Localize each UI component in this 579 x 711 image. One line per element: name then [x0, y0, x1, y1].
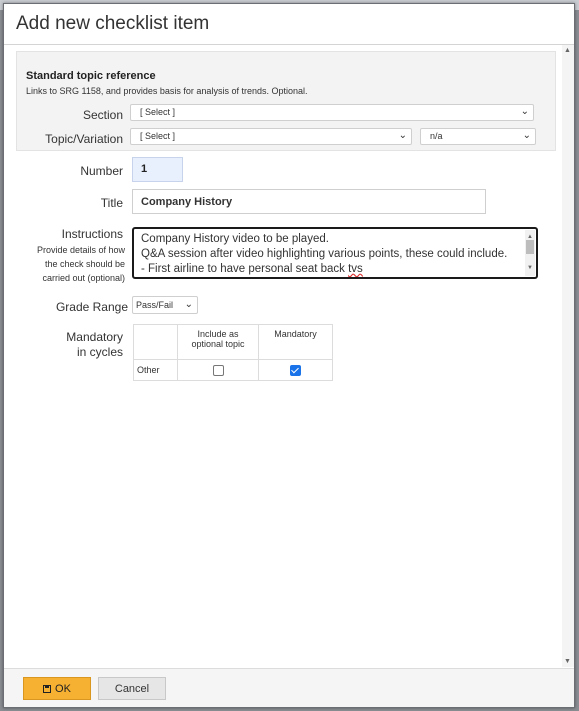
cycles-table-header — [134, 325, 333, 360]
misspelled-word: tvs — [348, 263, 363, 275]
ok-button-label: OK — [55, 683, 71, 695]
chevron-down-icon: ⌄ — [520, 106, 529, 117]
mandatory-checkbox[interactable] — [290, 365, 301, 376]
scrollbar-thumb[interactable] — [526, 240, 534, 254]
chevron-down-icon: ⌄ — [522, 130, 531, 141]
grade-range-select[interactable] — [132, 296, 198, 314]
instructions-line: Q&A session after video highlighting various points, these could include. — [141, 248, 508, 260]
scroll-down-arrow-icon[interactable]: ▼ — [564, 658, 571, 665]
add-checklist-item-dialog — [3, 3, 575, 708]
topic-select[interactable] — [130, 128, 412, 145]
column-header-cycle — [134, 325, 178, 360]
number-input[interactable]: 1 — [132, 157, 183, 182]
variation-select[interactable] — [420, 128, 536, 145]
section-select-value: [ Select ] — [140, 107, 176, 117]
topic-variation-label: Topic/Variation — [45, 132, 123, 146]
chevron-down-icon: ⌄ — [398, 130, 407, 141]
scroll-down-arrow-icon[interactable]: ▼ — [527, 265, 533, 271]
section-select[interactable] — [130, 104, 534, 121]
mandatory-label-line: Mandatory — [66, 330, 123, 344]
instructions-text: - First airline to have personal seat back — [141, 263, 349, 275]
instructions-textarea[interactable] — [132, 227, 538, 279]
mandatory-cell — [259, 360, 333, 381]
header-line: Include as — [197, 329, 239, 339]
header-line: optional topic — [191, 339, 245, 349]
dialog-footer — [4, 668, 574, 708]
save-icon — [43, 685, 51, 693]
instructions-line — [141, 262, 536, 277]
grade-range-value: Pass/Fail — [136, 300, 174, 310]
cycles-table — [133, 324, 333, 381]
instructions-help-line: carried out (optional) — [42, 273, 125, 283]
instructions-help-line: the check should be — [44, 259, 125, 269]
topic-select-value: [ Select ] — [140, 131, 176, 141]
title-label: Title — [100, 196, 123, 210]
dialog-body — [4, 45, 574, 667]
table-row — [134, 360, 333, 381]
number-label: Number — [80, 164, 123, 178]
instructions-line: Company History video to be played. — [141, 233, 329, 245]
column-header-include-optional — [178, 325, 259, 360]
dialog-title: Add new checklist item — [16, 13, 210, 34]
standard-topic-heading: Standard topic reference — [26, 70, 156, 82]
cycle-name: Other — [134, 360, 178, 381]
instructions-help-line: Provide details of how — [36, 245, 125, 255]
instructions-label: Instructions — [61, 227, 123, 241]
standard-topic-description: Links to SRG 1158, and provides basis for analysis of trends. Optional. — [26, 86, 308, 96]
column-header-mandatory: Mandatory — [259, 325, 333, 360]
title-input[interactable]: Company History — [132, 189, 486, 214]
cancel-button[interactable]: Cancel — [98, 677, 166, 700]
mandatory-label-line: in cycles — [76, 345, 123, 359]
dialog-scrollbar[interactable] — [562, 45, 574, 667]
scroll-up-arrow-icon[interactable]: ▲ — [564, 47, 571, 54]
textarea-scrollbar[interactable] — [525, 230, 535, 276]
section-label: Section — [82, 108, 123, 122]
include-optional-cell — [178, 360, 259, 381]
mandatory-in-cycles-label — [66, 330, 123, 360]
dialog-titlebar — [4, 4, 574, 45]
chevron-down-icon: ⌄ — [184, 299, 193, 310]
grade-range-label: Grade Range — [55, 300, 128, 314]
include-optional-checkbox[interactable] — [213, 365, 224, 376]
variation-select-value: n/a — [430, 131, 443, 141]
instructions-help-text — [25, 243, 125, 285]
scroll-up-arrow-icon[interactable]: ▲ — [527, 234, 533, 240]
ok-button[interactable] — [23, 677, 91, 700]
